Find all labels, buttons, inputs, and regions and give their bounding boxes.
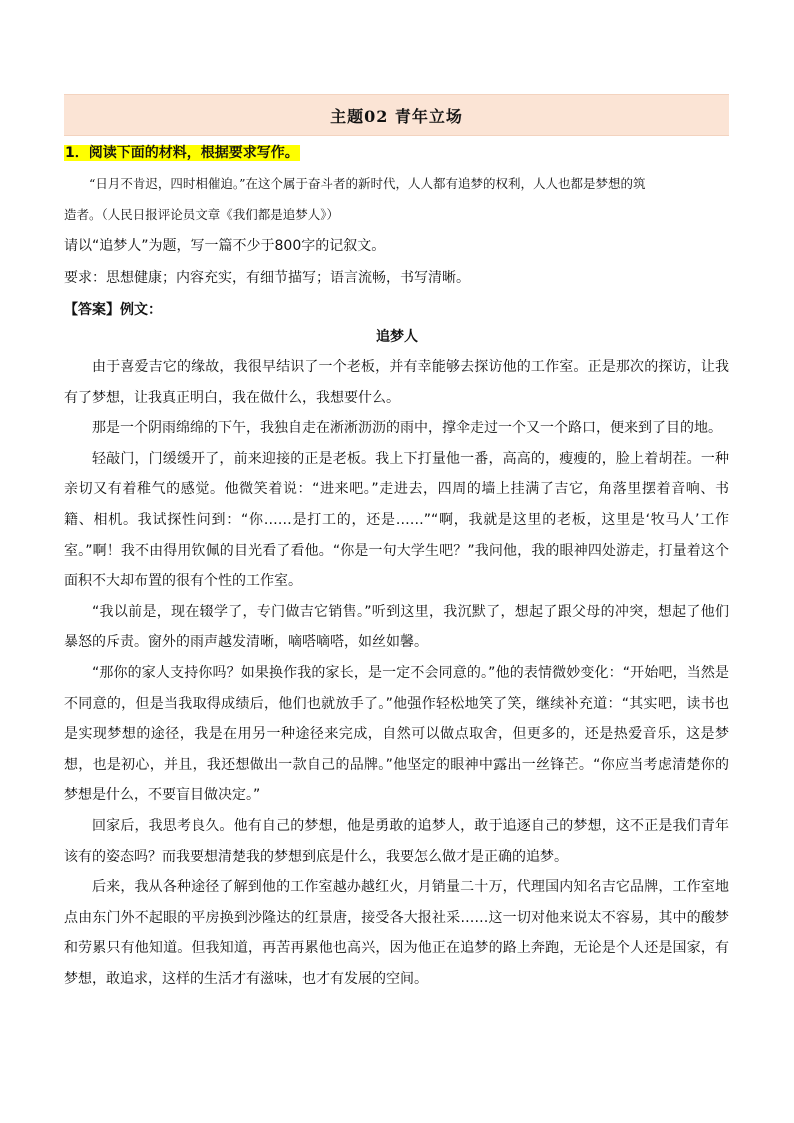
answer-label: 【答案】例文： bbox=[64, 302, 162, 318]
title-banner bbox=[64, 94, 729, 136]
essay-body bbox=[64, 352, 729, 994]
question-heading bbox=[64, 142, 300, 162]
essay-paragraph: 由于喜爱吉它的缘故，我很早结识了一个老板，并有幸能够去探访他的工作室。正是那次的探访，让我有了梦想，让我真正明白，我在做什么，我想要什么。 bbox=[64, 359, 729, 406]
question-text: 1．阅读下面的材料，根据要求写作。 bbox=[65, 145, 299, 161]
essay-paragraph: 回家后，我思考良久。他有自己的梦想，他是勇敢的追梦人，敢于追逐自己的梦想，这不正是我们青年该有的姿态吗？而我要想清楚我的梦想到底是什么，我要怎么做才是正确的追梦。 bbox=[64, 817, 729, 865]
essay-title: 追梦人 bbox=[376, 329, 418, 345]
essay-paragraph: “那你的家人支持你吗？如果换作我的家长，是一定不会同意的。”他的表情微妙变化：“开始吧，当然是不同意的，但是当我取得成绩后，他们也就放手了。”他强作轻松地笑了笑，继续补充道：“其实吧，读书也是实现梦想的途径，我是在用另一种途径来完成，自然可以做点取舍，但更多的，还是热爱音乐，这是梦想，也是初心，并且，我还想做出一款自己的品牌。”他坚定的眼神中露出一丝锋芒。“你应当考虑清楚你的梦想是什么，不要盲目做决定。” bbox=[64, 664, 729, 804]
page-title: 主题02 青年立场 bbox=[330, 106, 463, 126]
writing-prompt: 请以“追梦人”为题，写一篇不少于800字的记叙文。 bbox=[64, 238, 386, 254]
quote-line-1: “日月不肯迟，四时相催迫。”在这个属于奋斗者的新时代，人人都有追梦的权利，人人也都是梦想的筑 bbox=[89, 176, 646, 191]
writing-requirements: 要求：思想健康；内容充实，有细节描写；语言流畅，书写清晰。 bbox=[64, 270, 470, 286]
quote-line-2: 造者。（人民日报评论员文章《我们都是追梦人》） bbox=[64, 207, 340, 222]
essay-paragraph: 轻敲门，门缓缓开了，前来迎接的正是老板。我上下打量他一番，高高的，瘦瘦的，脸上着胡茬。一种亲切又有着稚气的感觉。他微笑着说：“进来吧。”走进去，四周的墙上挂满了吉它，角落里摆着音响、书籍、相机。我试探性问到：“你……是打工的，还是……”“啊，我就是这里的老板，这里是‘牧马人’工作室。”啊！我不由得用钦佩的目光看了看他。“你是一句大学生吧？”我问他，我的眼神四处游走，打量着这个面积不大却布置的很有个性的工作室。 bbox=[64, 450, 729, 590]
essay-paragraph: “我以前是，现在辍学了，专门做吉它销售。”听到这里，我沉默了，想起了跟父母的冲突，想起了他们暴怒的斥责。窗外的雨声越发清晰，嘀嗒嘀嗒，如丝如馨。 bbox=[64, 603, 729, 651]
essay-paragraph: 那是一个阴雨绵绵的下午，我独自走在淅淅沥沥的雨中，撑伞走过一个又一个路口，便来到了目的地。 bbox=[92, 420, 722, 437]
essay-paragraph: 后来，我从各种途径了解到他的工作室越办越红火，月销量二十万，代理国内知名吉它品牌，工作室地点由东门外不起眼的平房换到沙隆达的红景唐，接受各大报社采……这一切对他来说太不容易，其中的酸梦和劳累只有他知道。但我知道，再苦再累他也高兴，因为他正在追梦的路上奔跑，无论是个人还是国家，有梦想，敢追求，这样的生活才有滋味，也才有发展的空间。 bbox=[64, 879, 729, 987]
